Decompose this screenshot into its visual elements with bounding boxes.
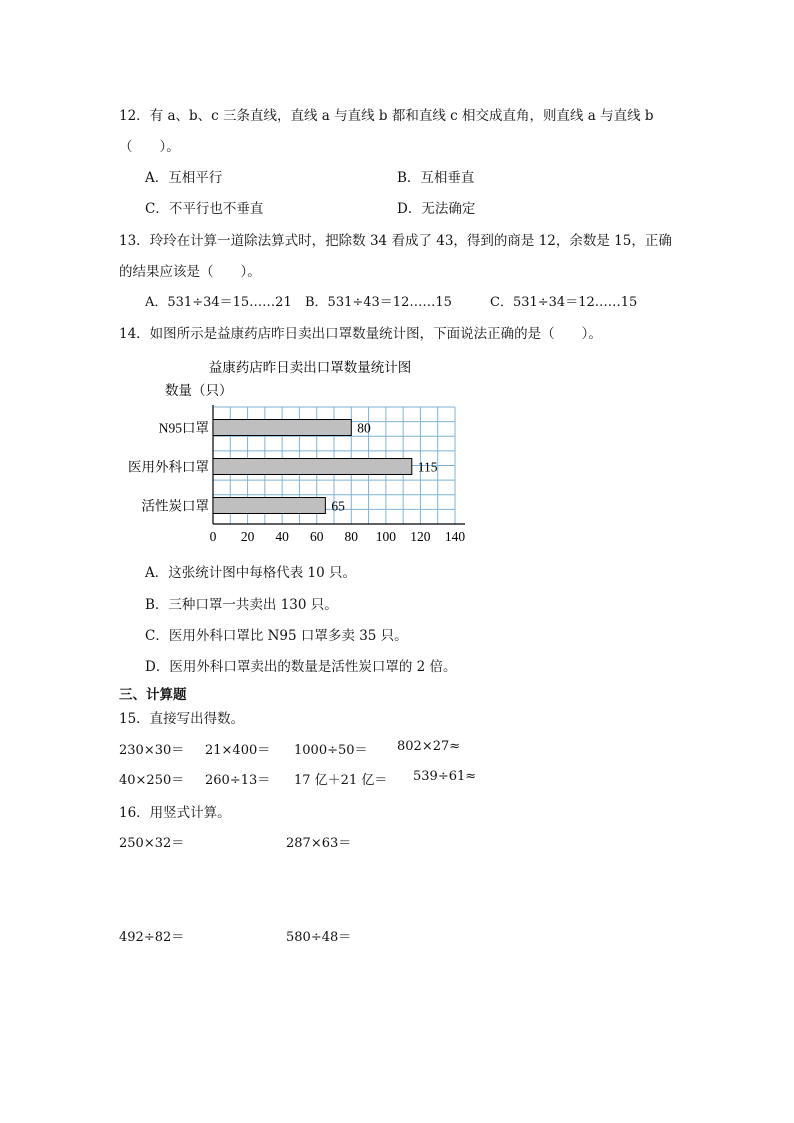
q14-option-a[interactable]: A．这张统计图中每格代表 10 只。 [145,565,357,581]
q13-option-a[interactable]: A．531÷34＝15……21 [145,295,292,310]
q13-option-c[interactable]: C．531÷34＝12……15 [490,295,638,310]
q12-option-c[interactable]: C．不平行也不垂直 [145,201,264,217]
q13-stem-line2: 的结果应该是（ ）。 [119,264,261,280]
q12-option-a[interactable]: A．互相平行 [145,170,223,186]
bar-value-label: 65 [331,498,345,514]
x-tick-label: 80 [344,529,359,544]
q16-item: 287×63＝ [286,836,352,851]
q15-item: 260÷13＝ [205,773,271,788]
bar-value-label: 115 [417,459,438,475]
x-tick-label: 120 [410,529,431,544]
q15-item: 17 亿＋21 亿＝ [294,773,388,788]
q15-item: 539÷61≈ [413,769,477,784]
q15-title: 15．直接写出得数。 [119,711,245,727]
q14-option-d[interactable]: D．医用外科口罩卖出的数量是活性炭口罩的 2 倍。 [145,659,457,675]
q16-item: 492÷82＝ [119,930,185,945]
x-tick-label: 40 [275,529,289,544]
q12-stem-line1: 12．有 a、b、c 三条直线，直线 a 与直线 b 都和直线 c 相交成直角，则直线 a 与直线 b [119,108,654,124]
q15-item: 230×30＝ [119,743,185,758]
q15-item: 802×27≈ [397,739,461,754]
chart-ylabel: 数量（只） [165,383,233,398]
bar [213,498,325,514]
q12-stem-line2: （ ）。 [119,139,180,155]
q12-option-b[interactable]: B．互相垂直 [397,170,475,186]
bar-chart [110,352,480,548]
x-tick-label: 100 [375,529,396,544]
q13-stem-line1: 13．玲玲在计算一道除法算式时，把除数 34 看成了 43，得到的商是 12，余数是 15，正确 [119,233,672,249]
section-title: 三、计算题 [119,687,187,703]
bar [213,459,412,475]
q14-stem: 14．如图所示是益康药店昨日卖出口罩数量统计图，下面说法正确的是（ ）。 [119,326,602,342]
category-label: 活性炭口罩 [141,498,209,514]
q16-item: 580÷48＝ [286,930,352,945]
q16-title: 16．用竖式计算。 [119,805,231,821]
q16-item: 250×32＝ [119,836,185,851]
q12-option-d[interactable]: D．无法确定 [397,201,476,217]
x-tick-label: 0 [209,529,217,544]
q14-option-b[interactable]: B．三种口罩一共卖出 130 只。 [145,597,338,613]
q15-item: 40×250＝ [119,773,185,788]
q14-option-c[interactable]: C．医用外科口罩比 N95 口罩多卖 35 只。 [145,628,408,644]
q15-item: 21×400＝ [205,743,271,758]
category-label: 医用外科口罩 [128,459,209,475]
x-tick-label: 20 [240,529,255,544]
x-tick-label: 140 [444,529,466,544]
chart-title: 益康药店昨日卖出口罩数量统计图 [208,360,412,375]
bar-value-label: 80 [357,420,371,436]
x-tick-label: 60 [309,529,324,544]
q15-item: 1000÷50＝ [294,743,368,758]
q13-option-b[interactable]: B．531÷43＝12……15 [305,295,452,310]
category-label: N95口罩 [158,420,209,436]
bar [213,420,351,436]
